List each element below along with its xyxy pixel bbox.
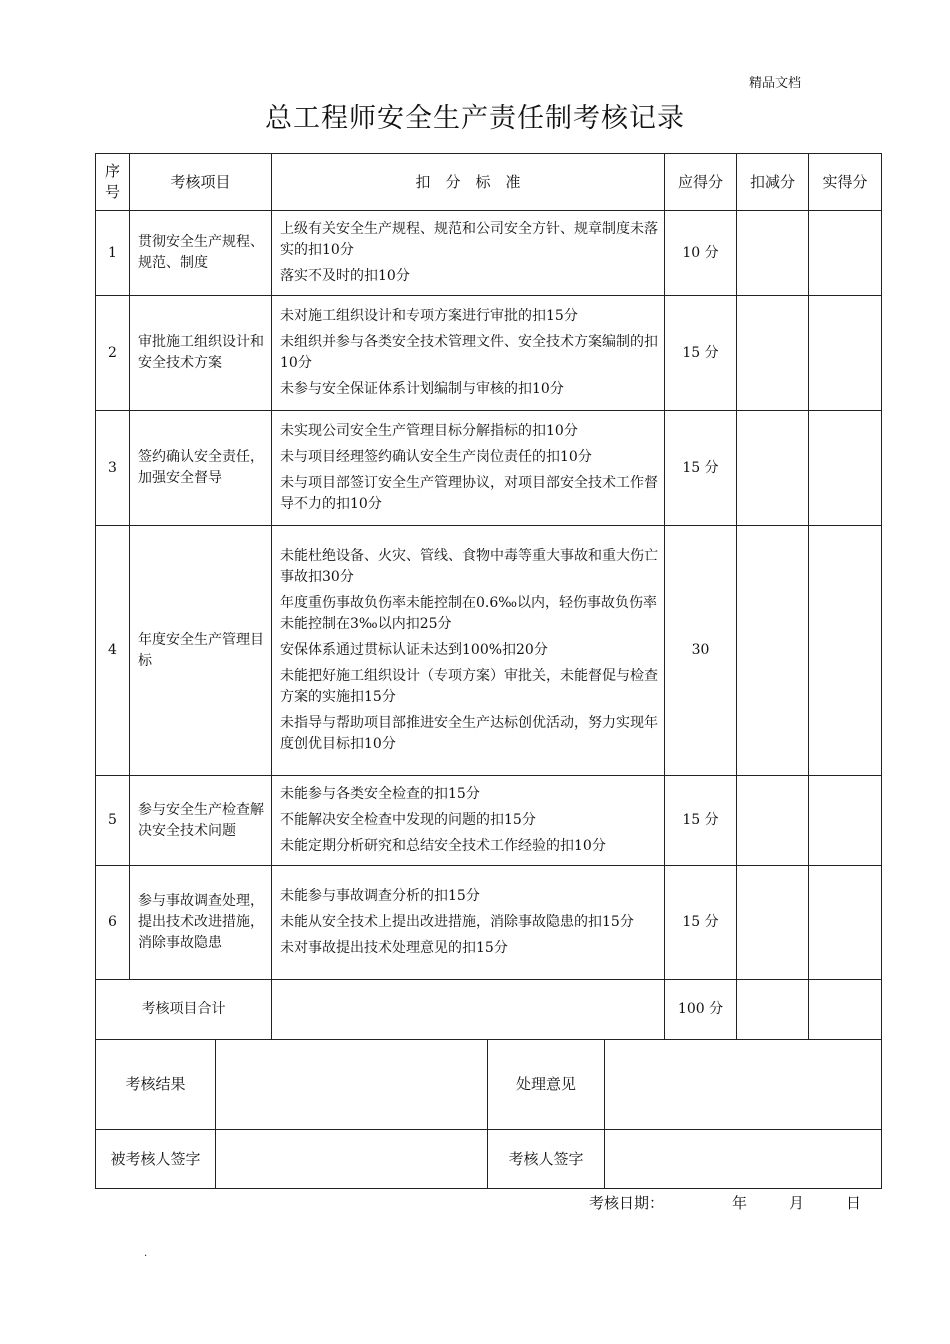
row-criteria xyxy=(272,866,665,980)
header-row xyxy=(96,154,882,211)
table-row xyxy=(96,526,882,776)
assessment-date xyxy=(589,1192,861,1213)
criteria-line: 未与项目经理签约确认安全生产岗位责任的扣10分 xyxy=(280,449,592,465)
row-due-score: 10 分 xyxy=(665,211,737,296)
total-deduct-cell[interactable] xyxy=(737,980,809,1040)
row-actual-cell[interactable] xyxy=(809,776,882,866)
row-actual-cell[interactable] xyxy=(809,211,882,296)
row-deduct-cell[interactable] xyxy=(737,211,809,296)
row-seq: 6 xyxy=(96,866,130,980)
opinion-field[interactable] xyxy=(605,1040,882,1130)
row-actual-cell[interactable] xyxy=(809,526,882,776)
row-seq: 4 xyxy=(96,526,130,776)
row-criteria xyxy=(272,776,665,866)
table-row xyxy=(96,296,882,411)
row-due-score: 15 分 xyxy=(665,411,737,526)
table-row xyxy=(96,411,882,526)
header-note: 精品文档 xyxy=(749,76,802,91)
row-due-score: 15 分 xyxy=(665,866,737,980)
row-seq: 2 xyxy=(96,296,130,411)
opinion-label: 处理意见 xyxy=(488,1040,605,1130)
date-day: 日 xyxy=(846,1194,862,1212)
criteria-line: 未对施工组织设计和专项方案进行审批的扣15分 xyxy=(280,308,578,324)
total-label: 考核项目合计 xyxy=(96,980,272,1040)
table-body xyxy=(96,211,882,980)
row-actual-cell[interactable] xyxy=(809,866,882,980)
total-due: 100 分 xyxy=(665,980,737,1040)
header-due: 应得分 xyxy=(665,154,737,211)
row-actual-cell[interactable] xyxy=(809,411,882,526)
signature-row xyxy=(96,1130,882,1189)
row-seq: 1 xyxy=(96,211,130,296)
row-due-score: 15 分 xyxy=(665,776,737,866)
header-item: 考核项目 xyxy=(130,154,272,211)
header-actual: 实得分 xyxy=(809,154,882,211)
criteria-line: 落实不及时的扣10分 xyxy=(280,268,410,284)
header-seq: 序 号 xyxy=(96,154,130,211)
total-row xyxy=(96,980,882,1040)
row-item: 参与安全生产检查解决安全技术问题 xyxy=(130,776,272,866)
row-deduct-cell[interactable] xyxy=(737,776,809,866)
row-criteria xyxy=(272,211,665,296)
criteria-line: 未对事故提出技术处理意见的扣15分 xyxy=(280,940,508,956)
header-deduct: 扣减分 xyxy=(737,154,809,211)
row-deduct-cell[interactable] xyxy=(737,296,809,411)
row-item: 参与事故调查处理，提出技术改进措施，消除事故隐患 xyxy=(130,866,272,980)
row-item: 贯彻安全生产规程、规范、制度 xyxy=(130,211,272,296)
result-field[interactable] xyxy=(216,1040,488,1130)
row-actual-cell[interactable] xyxy=(809,296,882,411)
date-month: 月 xyxy=(789,1194,805,1212)
total-actual-cell[interactable] xyxy=(809,980,882,1040)
criteria-line: 未参与安全保证体系计划编制与审核的扣10分 xyxy=(280,381,564,397)
row-seq: 3 xyxy=(96,411,130,526)
criteria-line: 未实现公司安全生产管理目标分解指标的扣10分 xyxy=(280,423,578,439)
assessed-signature-field[interactable] xyxy=(216,1130,488,1189)
row-criteria xyxy=(272,296,665,411)
assessor-signature-label: 考核人签字 xyxy=(488,1130,605,1189)
total-criteria-cell[interactable] xyxy=(272,980,665,1040)
signature-table xyxy=(95,1039,882,1189)
row-deduct-cell[interactable] xyxy=(737,866,809,980)
header-criteria: 扣 分 标 准 xyxy=(272,154,665,211)
date-label: 考核日期： xyxy=(589,1194,665,1212)
date-year: 年 xyxy=(732,1194,748,1212)
criteria-line: 未与项目部签订安全生产管理协议，对项目部安全技术工作督导不力的扣10分 xyxy=(280,475,658,512)
row-seq: 5 xyxy=(96,776,130,866)
row-item: 年度安全生产管理目标 xyxy=(130,526,272,776)
criteria-line: 未能杜绝设备、火灾、管线、食物中毒等重大事故和重大伤亡事故扣30分 xyxy=(280,548,658,585)
criteria-line: 年度重伤事故负伤率未能控制在0.6‰以内，轻伤事故负伤率未能控制在3‰以内扣25分 xyxy=(280,595,658,632)
criteria-line: 安保体系通过贯标认证未达到100%扣20分 xyxy=(280,642,548,658)
assessed-signature-label: 被考核人签字 xyxy=(96,1130,216,1189)
row-item: 签约确认安全责任，加强安全督导 xyxy=(130,411,272,526)
criteria-line: 未指导与帮助项目部推进安全生产达标创优活动，努力实现年度创优目标扣10分 xyxy=(280,715,658,752)
assessor-signature-field[interactable] xyxy=(605,1130,882,1189)
table-row xyxy=(96,211,882,296)
score-table xyxy=(95,153,882,1040)
footer-dot: . xyxy=(144,1248,148,1259)
criteria-line: 未组织并参与各类安全技术管理文件、安全技术方案编制的扣10分 xyxy=(280,334,658,371)
criteria-line: 未能把好施工组织设计（专项方案）审批关，未能督促与检查方案的实施扣15分 xyxy=(280,668,658,705)
row-item: 审批施工组织设计和安全技术方案 xyxy=(130,296,272,411)
criteria-line: 不能解决安全检查中发现的问题的扣15分 xyxy=(280,812,536,828)
row-criteria xyxy=(272,526,665,776)
row-due-score: 30 xyxy=(665,526,737,776)
criteria-line: 上级有关安全生产规程、规范和公司安全方针、规章制度未落实的扣10分 xyxy=(280,221,658,258)
table-row xyxy=(96,776,882,866)
criteria-line: 未能从安全技术上提出改进措施，消除事故隐患的扣15分 xyxy=(280,914,634,930)
result-label: 考核结果 xyxy=(96,1040,216,1130)
result-row xyxy=(96,1040,882,1130)
table-row xyxy=(96,866,882,980)
row-due-score: 15 分 xyxy=(665,296,737,411)
page-title: 总工程师安全生产责任制考核记录 xyxy=(265,103,685,134)
criteria-line: 未能参与事故调查分析的扣15分 xyxy=(280,888,480,904)
row-deduct-cell[interactable] xyxy=(737,411,809,526)
row-criteria xyxy=(272,411,665,526)
criteria-line: 未能参与各类安全检查的扣15分 xyxy=(280,786,480,802)
row-deduct-cell[interactable] xyxy=(737,526,809,776)
criteria-line: 未能定期分析研究和总结安全技术工作经验的扣10分 xyxy=(280,838,606,854)
